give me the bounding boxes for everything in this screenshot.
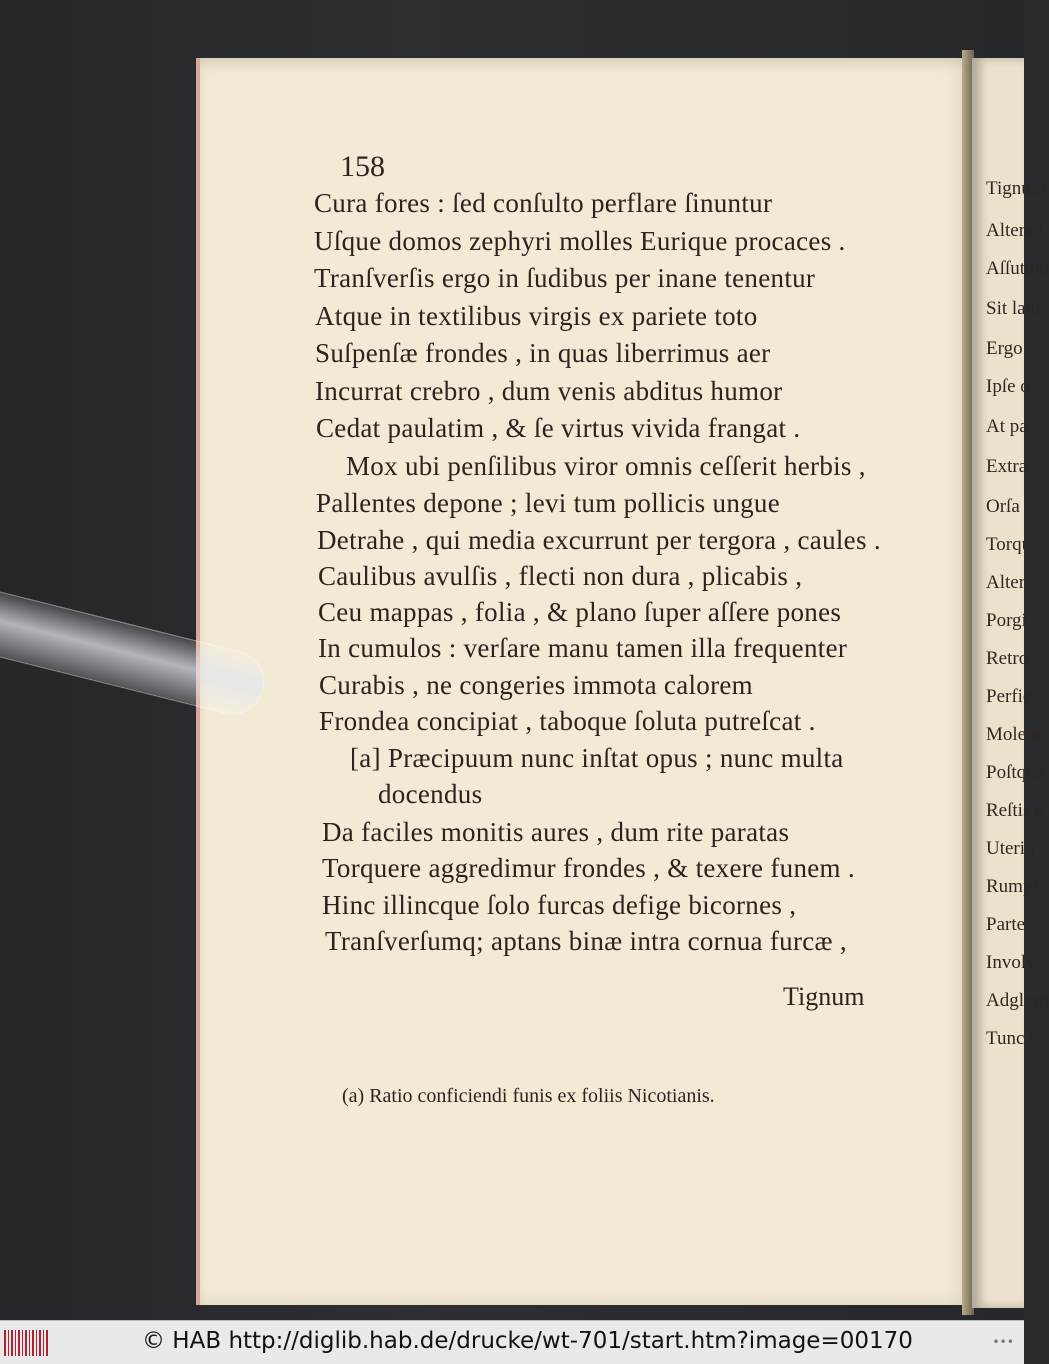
facing-line: Adglom [986, 990, 1049, 1011]
facing-line: Reſtis e [986, 800, 1044, 821]
verse-line: Suſpenſæ frondes , in quas liberrimus aer [315, 338, 771, 368]
verse-line: Incurrat crebro , dum venis abditus humor [315, 376, 783, 406]
verse-line: [a] Præcipuum nunc inſtat opus ; nunc multa [350, 743, 844, 773]
verse-line: Cedat paulatim , & ſe virtus vivida frangat . [316, 413, 801, 443]
facing-line: Ergo [986, 338, 1023, 359]
facing-line: Torqu [986, 534, 1032, 555]
facing-line: Alter [986, 572, 1026, 593]
facing-line: Tunc i [986, 1028, 1035, 1049]
facing-line: Perfic [986, 686, 1032, 707]
facing-line: Orſa [986, 496, 1020, 517]
facing-line: Extra [986, 456, 1028, 477]
verse-line: Ceu mappas , folia , & plano ſuper aſſere pones [318, 597, 842, 627]
verse-line: Caulibus avulſis , flecti non dura , plicabis , [318, 561, 803, 591]
verse-line: Mox ubi penſilibus viror omnis ceſſerit herbis , [346, 451, 866, 481]
facing-page [972, 58, 1049, 1308]
verse-line: Tranſverſumq; aptans binæ intra cornua furcæ , [325, 926, 847, 956]
facing-line: At pa [986, 416, 1028, 437]
facing-line: Rumpi [986, 876, 1038, 897]
facing-line: Tignum [986, 178, 1046, 199]
verse-line: Hinc illincque ſolo furcas defige bicornes , [322, 890, 797, 920]
facing-line: Involv [986, 952, 1036, 973]
verse-line: Frondea concipiat , taboque ſoluta putreſcat . [319, 706, 816, 736]
verse-line: Uſque domos zephyri molles Eurique procaces . [314, 226, 846, 256]
verse-line: Da faciles monitis aures , dum rite paratas [322, 817, 790, 847]
dots-icon: ••• [992, 1335, 1014, 1349]
facing-line: Sit latu [986, 298, 1041, 319]
verse-line: Pallentes depone ; levi tum pollicis ungue [316, 488, 781, 518]
facing-line: Retro [986, 648, 1029, 669]
facing-line: Uteriu [986, 838, 1035, 859]
footer-credit [142, 1328, 913, 1354]
barcode-logo-icon [4, 1330, 50, 1356]
source-link[interactable]: http://diglib.hab.de/drucke/wt-701/start.htm?image=00170 [228, 1328, 913, 1354]
verse-line: docendus [378, 779, 483, 809]
footer-bar [0, 1320, 1024, 1364]
footnote: (a) Ratio conficiendi funis ex foliis Nicotianis. [342, 1085, 715, 1107]
verse-line: Curabis , ne congeries immota calorem [319, 670, 753, 700]
facing-line: Ipſe o [986, 376, 1030, 397]
facing-line: Parte [986, 914, 1026, 935]
verse-line: In cumulos : verſare manu tamen illa frequenter [318, 633, 848, 663]
copyright-label: © HAB [142, 1328, 222, 1354]
verse-line: Cura fores : ſed conſulto perflare ſinuntur [314, 188, 773, 218]
facing-line: Altera t [986, 220, 1044, 241]
verse-line: Atque in textilibus virgis ex pariete toto [315, 301, 758, 331]
facing-line: Molem [986, 724, 1041, 745]
verse-line: Tranſverſis ergo in ſudibus per inane tenentur [314, 263, 816, 293]
facing-line: Aſſutum [986, 258, 1049, 279]
facing-line: Porgi [986, 610, 1027, 631]
verse-line: Torquere aggredimur frondes , & texere funem . [322, 853, 855, 883]
verse-line: Detrahe , qui media excurrunt per tergora , caules . [317, 525, 881, 555]
catchword: Tignum [783, 982, 865, 1011]
page-number: 158 [340, 150, 385, 183]
facing-line: Poſtqua [986, 762, 1045, 783]
